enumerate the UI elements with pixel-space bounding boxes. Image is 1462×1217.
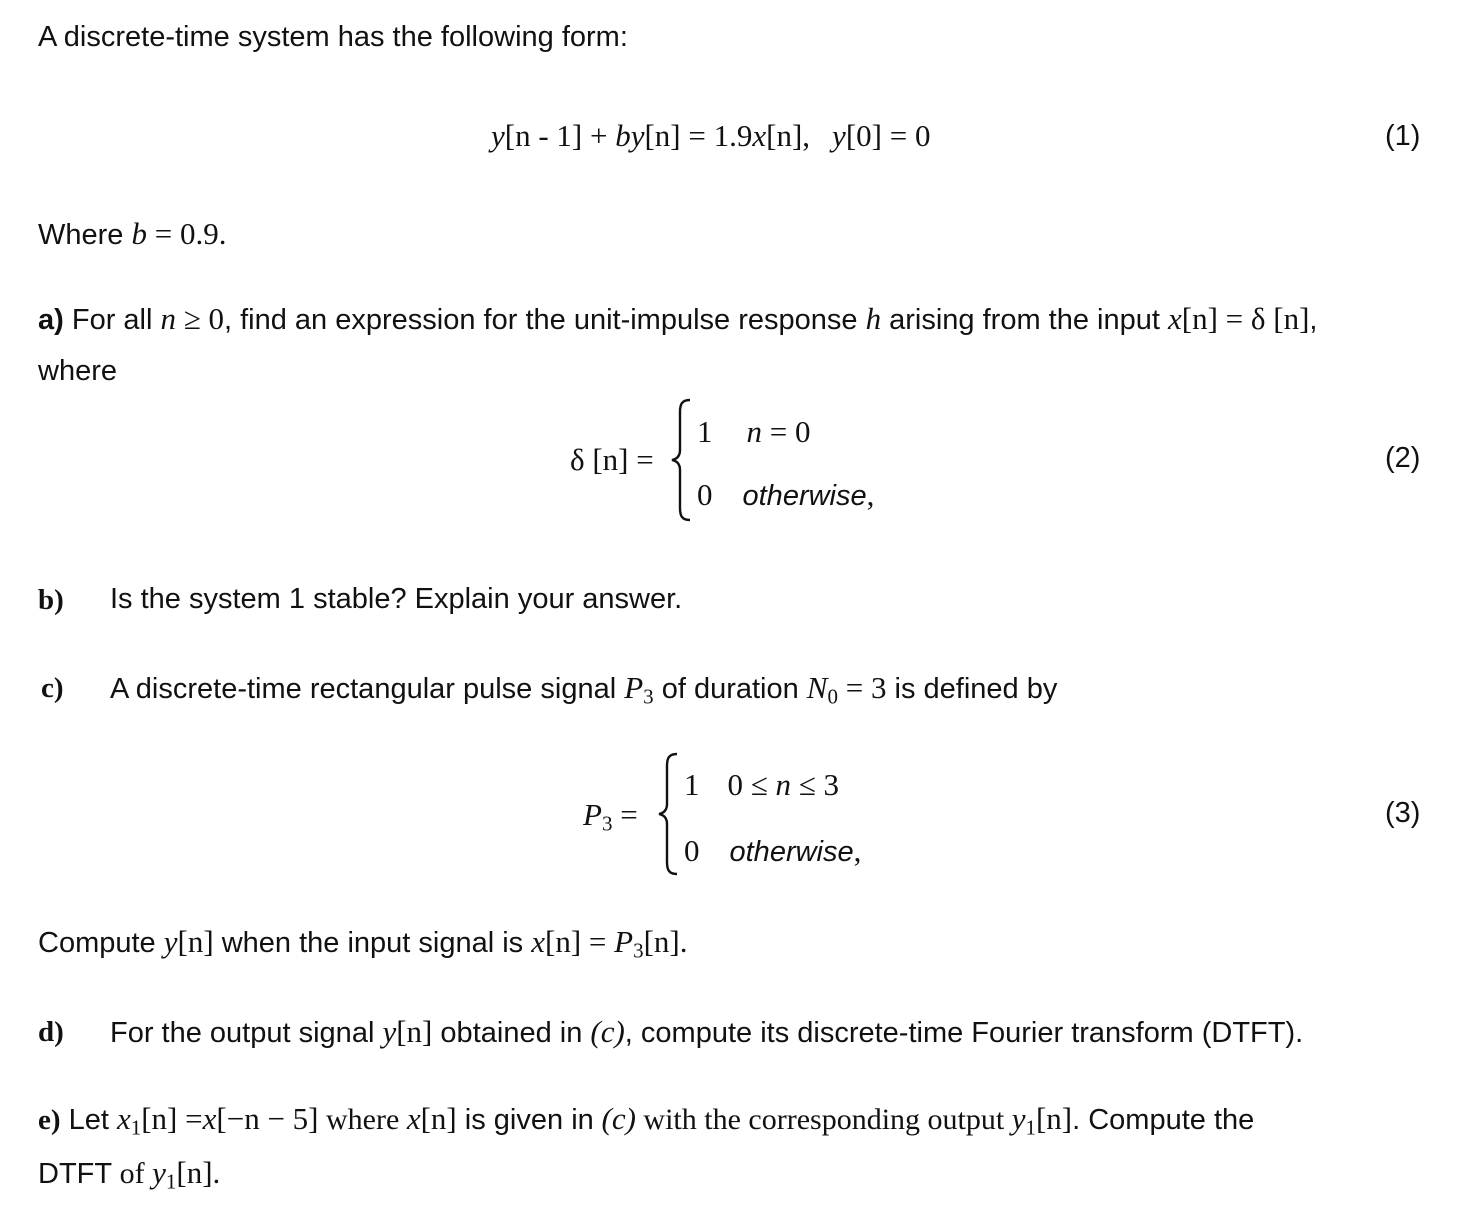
compute-dot: . (679, 924, 688, 959)
part-e-line2-sub: 1 (165, 1169, 177, 1194)
compute-yn: [n] (177, 924, 214, 959)
equation-2-number: (2) (1385, 442, 1421, 474)
equation-2-row1 (697, 414, 810, 450)
compute-line (38, 924, 688, 963)
part-c-eq: = 3 (837, 670, 887, 705)
equation-1-number: (1) (1385, 120, 1421, 152)
part-c-P-sub: 3 (643, 684, 654, 709)
eq2-row1-cond-rest: = 0 (762, 414, 811, 449)
where-b-line (38, 216, 226, 252)
eq2-row2-cond: otherwise (742, 480, 867, 512)
part-e-with: with the corresponding output (635, 1103, 1012, 1136)
part-e-dtft: DTFT (38, 1158, 120, 1190)
compute-y: y (163, 924, 178, 959)
compute-xn: [n] = (545, 924, 615, 959)
eq1-y: y (491, 118, 505, 153)
eq1-x: x (752, 118, 767, 153)
where-b-text: Where (38, 219, 132, 251)
part-e-line2-y: y (152, 1155, 166, 1190)
equation-3-row1 (684, 767, 839, 803)
part-e-is: is given (456, 1104, 572, 1136)
part-a-x: x (1168, 301, 1182, 336)
part-c-text3: is defined by (886, 673, 1058, 705)
part-e-line2 (38, 1155, 220, 1194)
eq3-P-sub: 3 (601, 811, 613, 836)
eq3-row1-cond-n: n (775, 767, 792, 802)
part-b-label: b) (38, 584, 64, 616)
part-d-text1: For the output signal (110, 1017, 383, 1049)
part-a-line1 (38, 301, 1317, 337)
part-e-line1 (38, 1101, 1254, 1140)
part-c-text2: of duration (653, 673, 807, 705)
part-e-y1-sub: 1 (1025, 1115, 1036, 1140)
part-d-c: (c) (590, 1014, 625, 1049)
eq2-row1-val: 1 (697, 414, 713, 449)
eq3-row2-val: 0 (684, 833, 700, 868)
part-d-yn: [n] (396, 1014, 433, 1049)
part-e-x: x (202, 1101, 217, 1136)
part-c-P: P (624, 670, 644, 705)
part-a-text3: arising from the input (881, 304, 1168, 336)
part-e-x1-sub: 1 (130, 1115, 142, 1140)
compute-P: P (614, 924, 634, 959)
intro-text-content: A discrete-time system has the following form: (38, 21, 628, 53)
equation-1 (491, 118, 930, 154)
part-e-y1: y (1011, 1101, 1026, 1136)
eq1-part-d: [n] = 1.9 (644, 118, 753, 153)
part-c-N-sub: 0 (827, 684, 838, 709)
part-e-label: e) (38, 1104, 61, 1136)
intro-text (38, 21, 628, 54)
compute-Pn: [n] (643, 924, 680, 959)
part-e-x2n: [n] (420, 1101, 457, 1136)
eq1-by: by (615, 118, 645, 153)
equation-3-number: (3) (1385, 797, 1421, 829)
part-c-N: N (806, 670, 828, 705)
part-a-h: h (865, 301, 882, 336)
equation-3-row2 (684, 833, 861, 869)
equation-3-lhs (583, 797, 638, 836)
eq3-row1-cond-b: ≤ 3 (791, 767, 840, 802)
eq3-row2-comma: , (853, 833, 862, 868)
eq3-row1-cond-a: 0 ≤ (727, 767, 776, 802)
part-c-text (110, 670, 1057, 709)
eq2-row2-val: 0 (697, 477, 713, 512)
part-d-y: y (382, 1014, 397, 1049)
part-a-text2: , find an expression for the unit-impulse response (224, 304, 866, 336)
eq3-eq: = (612, 797, 638, 832)
part-e-x2: x (406, 1101, 421, 1136)
part-a-label: a) (38, 304, 64, 336)
where-b-rest: = 0.9. (146, 216, 227, 251)
eq1-part-h: [0] = 0 (845, 118, 931, 153)
part-d-label: d) (38, 1016, 64, 1048)
eq1-y0: y (832, 118, 846, 153)
part-d-text (110, 1014, 1303, 1050)
compute-x: x (531, 924, 546, 959)
part-c-label: c) (41, 672, 64, 704)
where-b-var: b (131, 216, 147, 251)
part-e-text1: Let (60, 1104, 117, 1136)
part-b-text: Is the system 1 stable? Explain your answer. (110, 583, 683, 615)
eq1-part-f: [n], (766, 118, 811, 153)
part-d-text3: , compute its discrete-time Fourier transform (DTFT). (624, 1017, 1304, 1049)
part-d-text2: obtained in (432, 1017, 591, 1049)
part-e-x1: x (116, 1101, 131, 1136)
part-a-line2: where (38, 355, 117, 387)
equation-3-brace (657, 752, 679, 876)
part-e-in: in (571, 1104, 594, 1136)
equation-2-brace (670, 398, 692, 522)
part-a-ge: ≥ 0 (175, 301, 224, 336)
part-a-n: n (160, 301, 176, 336)
eq3-row2-cond: otherwise (729, 836, 854, 868)
part-e-c: (c) (593, 1101, 636, 1136)
part-e-of: of (119, 1157, 153, 1190)
part-e-compute: . Compute the (1072, 1104, 1255, 1136)
part-e-x1n: [n] = (141, 1101, 203, 1136)
eq2-row2-comma: , (866, 477, 875, 512)
eq2-row1-cond-var: n (746, 414, 762, 449)
equation-2-lhs: δ [n] = (570, 442, 654, 477)
part-e-line2-n: [n] (176, 1155, 213, 1190)
eq3-row1-val: 1 (684, 767, 700, 802)
eq1-part-b: [n - 1] + (504, 118, 616, 153)
part-c-text1: A discrete-time rectangular pulse signal (110, 673, 625, 705)
compute-text1: Compute (38, 927, 164, 959)
compute-P-sub: 3 (633, 938, 644, 963)
part-a-comma: , (1309, 304, 1318, 336)
compute-text2: when the input signal is (213, 927, 532, 959)
part-a-xn: [n] = δ [n] (1181, 301, 1310, 336)
equation-2-row2 (697, 477, 874, 513)
part-e-where: where (318, 1103, 407, 1136)
part-a-text1: For all (63, 304, 161, 336)
part-e-xarg: [−n − 5] (216, 1101, 319, 1136)
part-e-y1n: [n] (1035, 1101, 1073, 1136)
part-e-line2-dot: . (212, 1155, 221, 1190)
eq3-P: P (583, 797, 602, 832)
